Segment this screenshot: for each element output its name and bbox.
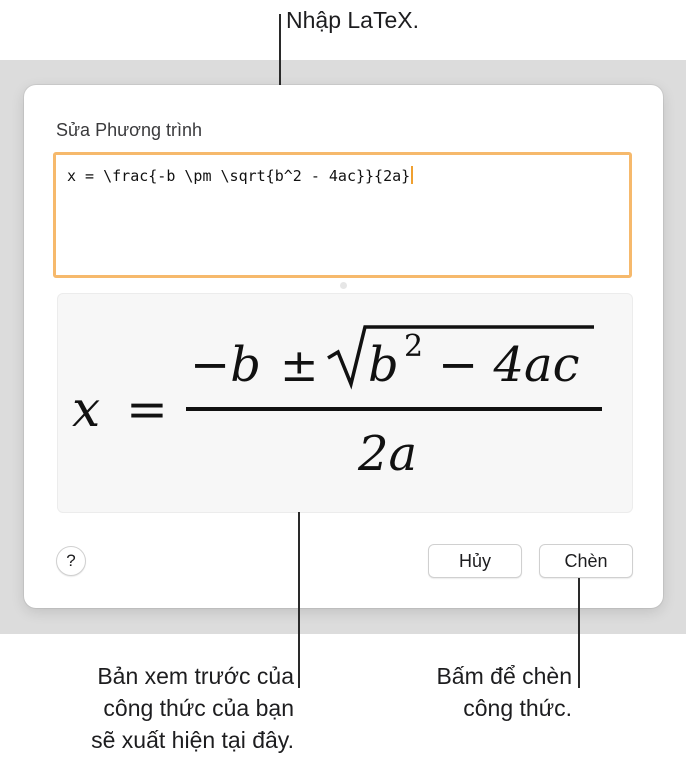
edit-equation-dialog: [24, 85, 663, 608]
callout-insert-line-2: công thức.: [463, 695, 572, 721]
callout-latex-entry: Nhập LaTeX.: [286, 7, 419, 33]
callout-preview-line-1: Bản xem trước của: [97, 663, 294, 689]
latex-input-value: x = \frac{-b \pm \sqrt{b^2 - 4ac}}{2a}: [67, 167, 411, 185]
formula-fraction-bar: [186, 407, 602, 411]
callout-preview-line-2: công thức của bạn: [103, 695, 294, 721]
text-caret: [411, 166, 413, 184]
formula-lhs: x: [72, 380, 101, 438]
latex-input-text: [67, 166, 413, 185]
formula-minus-4ac: − 4ac: [438, 337, 580, 393]
formula-equals: =: [126, 380, 168, 438]
resize-handle[interactable]: [340, 282, 347, 289]
callout-line-insert: [578, 578, 580, 688]
insert-button[interactable]: Chèn: [539, 544, 633, 578]
formula-numerator-minus-b: −b: [190, 337, 261, 393]
formula-render: [58, 294, 632, 512]
formula-plus-minus: ±: [280, 338, 319, 392]
callout-preview-line-3: sẽ xuất hiện tại đây.: [91, 727, 294, 753]
callout-insert-line-1: Bấm để chèn: [436, 663, 572, 689]
help-button[interactable]: ?: [56, 546, 86, 576]
callout-insert: [436, 660, 572, 724]
callout-preview: [91, 660, 294, 756]
latex-input[interactable]: [53, 152, 632, 278]
formula-exponent: 2: [404, 329, 424, 364]
formula-b: b: [368, 337, 399, 393]
formula-preview: [57, 293, 633, 513]
dialog-title: Sửa Phương trình: [56, 120, 202, 140]
cancel-button[interactable]: Hủy: [428, 544, 522, 578]
callout-line-preview: [298, 512, 300, 688]
formula-denominator: 2a: [358, 426, 418, 482]
